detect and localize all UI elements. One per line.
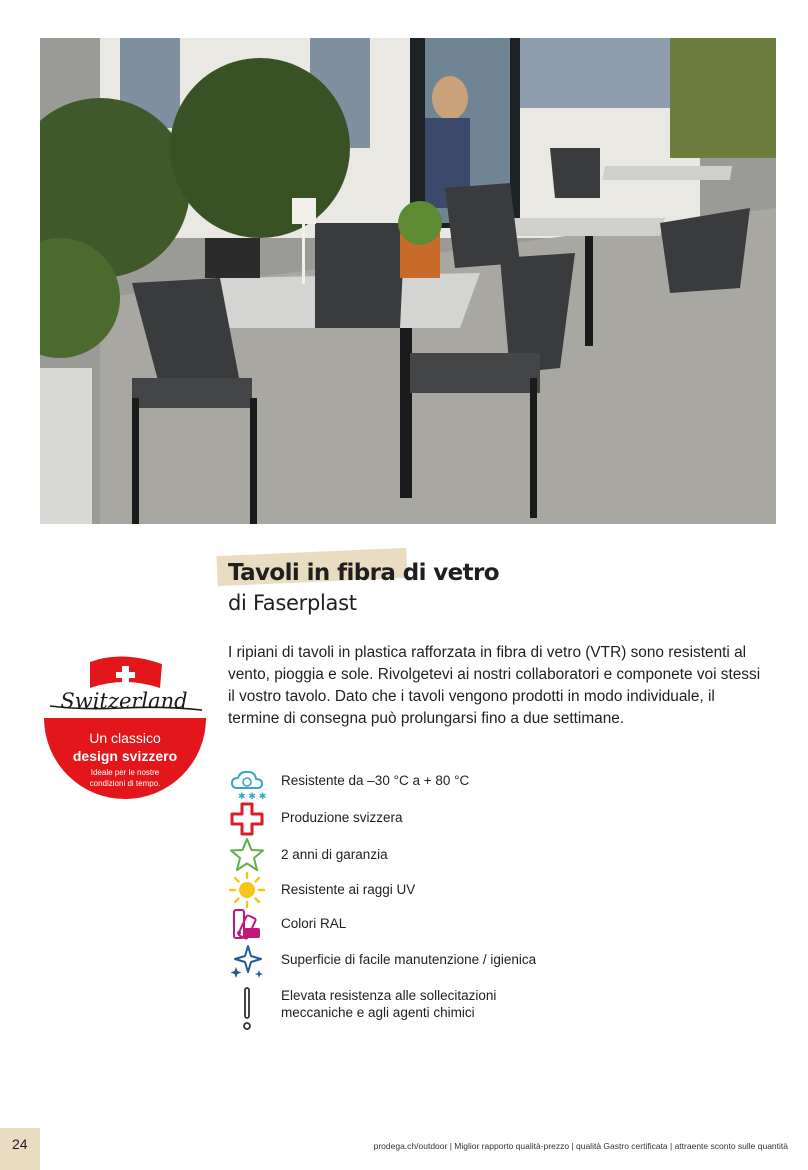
page-number: 24	[12, 1136, 28, 1152]
feature-uv-resistant: Resistente ai raggi UV	[281, 882, 416, 897]
swiss-cross-icon	[228, 800, 266, 838]
footer-text: prodega.ch/outdoor | Miglior rapporto qualità-prezzo | qualità Gastro certificata | attraente sconto sulle quantità	[373, 1141, 788, 1151]
sparkle-icon	[228, 943, 266, 981]
badge-title-line1: Un classico	[89, 730, 161, 746]
feature-resistance-line1: Elevata resistenza alle sollecitazioni	[281, 988, 497, 1003]
feature-swiss-production: Produzione svizzera	[281, 810, 403, 825]
description-paragraph: I ripiani di tavoli in plastica rafforzata in fibra di vetro (VTR) sono resistenti al vento, pioggia e sole. Rivolgetevi ai nostri collaboratori e componete voi stessi il vostro tavolo. Dato che i tavoli vengono prodotti in modo individuale, il termine di consegna può prolungarsi fino a due settimane.	[228, 644, 761, 727]
weather-cloud-sun-snow-icon	[228, 764, 266, 802]
color-swatch-icon	[228, 906, 266, 944]
exclamation-icon	[228, 986, 266, 1034]
switzerland-script-text: Switzerland	[60, 689, 188, 713]
feature-temperature: Resistente da –30 °C a + 80 °C	[281, 773, 470, 788]
badge-title-line2: design svizzero	[72, 748, 178, 764]
feature-ral-colors: Colori RAL	[281, 916, 347, 931]
feature-resistance-line2: meccaniche e agli agenti chimici	[281, 1005, 475, 1020]
hero-photo-terrace	[40, 38, 776, 524]
badge-subtitle-line2: condizioni di tempo.	[89, 779, 161, 788]
sun-icon	[228, 871, 266, 909]
star-icon	[228, 836, 266, 874]
feature-warranty: 2 anni di garanzia	[281, 847, 388, 862]
page-subtitle: di Faserplast	[228, 591, 357, 615]
badge-subtitle-line1: Ideale per le nostre	[90, 768, 160, 777]
page-title: Tavoli in fibra di vetro	[228, 560, 499, 586]
svg-text:✱ ✱ ✱: ✱ ✱ ✱	[238, 792, 266, 802]
feature-easy-maintenance: Superficie di facile manutenzione / igienica	[281, 952, 537, 967]
